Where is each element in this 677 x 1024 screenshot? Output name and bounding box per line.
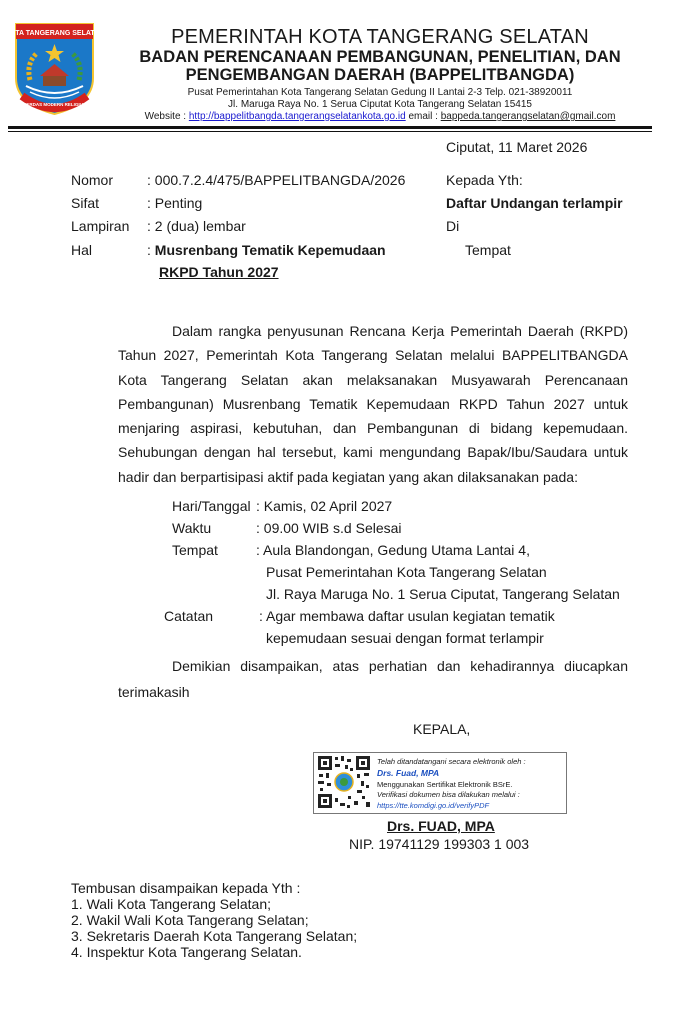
agency-address-line2: Jl. Maruga Raya No. 1 Serua Ciputat Kota Tangerang Selatan 15415 bbox=[228, 99, 532, 110]
recipient-to: Kepada Yth: bbox=[446, 172, 523, 188]
event-place-value-1: : Aula Blandongan, Gedung Utama Lantai 4, bbox=[256, 542, 530, 558]
logo-motto: CERDAS MODERN RELIGIUS bbox=[23, 102, 86, 107]
agency-name-line1: BADAN PERENCANAAN PEMBANGUNAN, PENELITIAN, DAN bbox=[139, 48, 621, 66]
event-note-label: Catatan bbox=[164, 608, 214, 624]
signatory-position: KEPALA, bbox=[413, 721, 471, 737]
event-day-label: Hari/Tanggal bbox=[172, 498, 251, 514]
event-note-value-2: kepemudaan sesuai dengan format terlampir bbox=[266, 630, 544, 646]
agency-name-line2: PENGEMBANGAN DAERAH (BAPPELITBANGDA) bbox=[185, 66, 575, 84]
signatory-nip: NIP. 19741129 199303 1 003 bbox=[349, 836, 530, 852]
cc-item: 4. Inspektur Kota Tangerang Selatan. bbox=[71, 944, 302, 960]
body-paragraph-2 bbox=[118, 653, 628, 705]
meta-value-sifat: : Penting bbox=[147, 195, 203, 211]
event-time-label: Waktu bbox=[172, 520, 212, 536]
email-label: email : bbox=[405, 111, 441, 122]
event-note-value-1: : Agar membawa daftar usulan kegiatan tematik bbox=[259, 608, 555, 624]
qr-code-icon bbox=[316, 754, 372, 810]
meta-label-hal: Hal bbox=[71, 242, 93, 258]
website-link[interactable]: http://bappelitbangda.tangerangselatankota.go.id bbox=[188, 111, 406, 122]
agency-contact-line bbox=[100, 111, 660, 122]
e-sign-line-3: Verifikasi dokumen bisa dilakukan melalui : bbox=[377, 790, 520, 799]
letter-date: Ciputat, 11 Maret 2026 bbox=[446, 139, 588, 155]
cc-title: Tembusan disampaikan kepada Yth : bbox=[71, 880, 301, 896]
recipient-di: Di bbox=[446, 218, 460, 234]
logo-text: KOTA TANGERANG SELATAN bbox=[4, 30, 105, 37]
meta-value-nomor: : 000.7.2.4/475/BAPPELITBANGDA/2026 bbox=[147, 172, 406, 188]
website-label: Website : bbox=[144, 111, 189, 122]
recipient-name: Daftar Undangan terlampir bbox=[446, 195, 623, 211]
letterhead-rule-thick bbox=[8, 126, 652, 129]
meta-label-sifat: Sifat bbox=[71, 195, 100, 211]
meta-hal-subject-line2: RKPD Tahun 2027 bbox=[159, 264, 279, 280]
e-sign-line-2: Menggunakan Sertifikat Elektronik BSrE. bbox=[377, 780, 513, 789]
cc-item: 2. Wakil Wali Kota Tangerang Selatan; bbox=[71, 912, 309, 928]
event-time-value: : 09.00 WIB s.d Selesai bbox=[256, 520, 402, 536]
event-day-value: : Kamis, 02 April 2027 bbox=[256, 498, 393, 514]
meta-hal-colon: : bbox=[147, 242, 155, 258]
agency-address-line1: Pusat Pemerintahan Kota Tangerang Selatan Gedung II Lantai 2-3 Telp. 021-38920011 bbox=[187, 87, 573, 98]
gov-name: PEMERINTAH KOTA TANGERANG SELATAN bbox=[171, 26, 589, 48]
body-paragraph-2-text: Demikian disampaikan, atas perhatian dan kehadirannya diucapkan terimakasih bbox=[118, 658, 628, 700]
email-link[interactable]: bappeda.tangerangselatan@gmail.com bbox=[440, 111, 616, 122]
signatory-name: Drs. FUAD, MPA bbox=[387, 818, 495, 834]
event-place-value-3: Jl. Raya Maruga No. 1 Serua Ciputat, Tangerang Selatan bbox=[266, 586, 620, 602]
city-emblem-logo bbox=[4, 20, 105, 116]
meta-value-lampiran: : 2 (dua) lembar bbox=[147, 218, 246, 234]
event-place-label: Tempat bbox=[172, 542, 218, 558]
cc-item: 3. Sekretaris Daerah Kota Tangerang Selatan; bbox=[71, 928, 358, 944]
meta-value-hal bbox=[147, 242, 386, 259]
recipient-place: Tempat bbox=[465, 242, 511, 258]
body-paragraph-1 bbox=[118, 319, 628, 489]
event-place-value-2: Pusat Pemerintahan Kota Tangerang Selatan bbox=[266, 564, 547, 580]
e-sign-name: Drs. Fuad, MPA bbox=[377, 768, 440, 778]
meta-label-nomor: Nomor bbox=[71, 172, 114, 188]
e-sign-verify-link[interactable]: https://tte.komdigi.go.id/verifyPDF bbox=[377, 801, 490, 810]
meta-label-lampiran: Lampiran bbox=[71, 218, 130, 234]
cc-item: 1. Wali Kota Tangerang Selatan; bbox=[71, 896, 272, 912]
e-sign-line-1: Telah ditandatangani secara elektronik oleh : bbox=[377, 757, 526, 766]
letterhead-rule-thin bbox=[8, 131, 652, 132]
meta-hal-subject: Musrenbang Tematik Kepemudaan bbox=[154, 242, 386, 258]
body-paragraph-1-text: Dalam rangka penyusunan Rencana Kerja Pemerintah Daerah (RKPD) Tahun 2027, Pemerintah Kota Tangerang Selatan melalui BAPPELITBANGDA Kota Tangerang Selatan akan melaksanakan Musyawarah Perencanaan Pembangunan) Musrenbang Tematik Kepemudaan RKPD Tahun 2027 untuk menjaring aspirasi, kebutuhan, dan Pembangunan di bidang kepemudaan. Sehubungan dengan hal tersebut, kami mengundang Bapak/Ibu/Saudara untuk hadir dan berpartisipasi aktif pada kegiatan yang akan dilaksanakan pada: bbox=[118, 323, 628, 485]
